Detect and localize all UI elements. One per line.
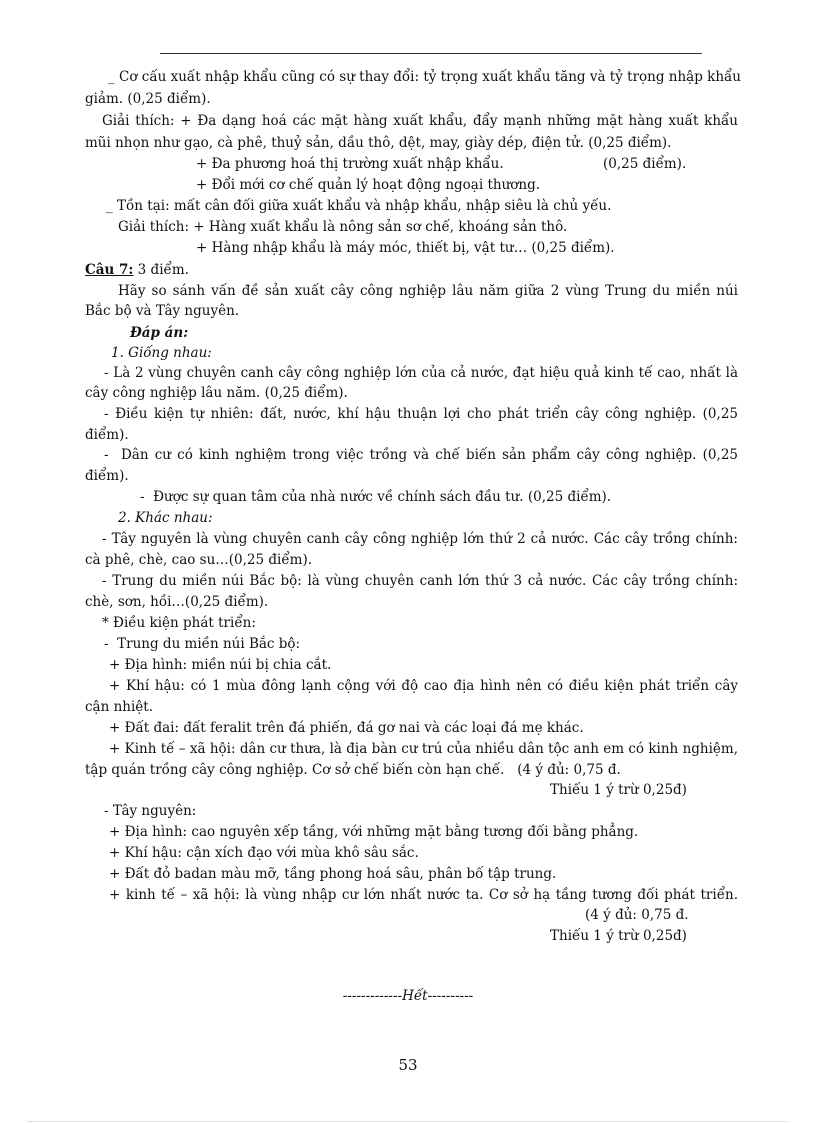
text-line: + Khí hậu: có 1 mùa đông lạnh cộng với độ cao địa hình nên có điều kiện phát triển cây	[109, 678, 738, 694]
text-line: - Tây nguyên:	[104, 803, 197, 819]
question-text: Bắc bộ và Tây nguyên.	[85, 303, 240, 319]
text-line: + Khí hậu: cận xích đạo với mùa khô sâu sắc.	[109, 845, 419, 861]
header-rule	[160, 53, 702, 54]
page-bottom-rule	[28, 1121, 788, 1122]
text-line: + Địa hình: miền núi bị chia cắt.	[109, 657, 332, 673]
text-line: - Là 2 vùng chuyên canh cây công nghiệp lớn của cả nước, đạt hiệu quả kinh tế cao, nhất là	[104, 365, 738, 381]
text-line: _ Cơ cấu xuất nhập khẩu cũng có sự thay đổi: tỷ trọng xuất khẩu tăng và tỷ trọng nhập khẩu	[108, 69, 741, 85]
text-line: chè, sơn, hồi…(0,25 điểm).	[85, 594, 269, 610]
text-line: - Trung du miền núi Bắc bộ:	[104, 636, 301, 652]
text-line: cận nhiệt.	[85, 699, 154, 715]
text-line: Giải thích: + Đa dạng hoá các mặt hàng xuất khẩu, đẩy mạnh những mặt hàng xuất khẩu	[102, 113, 738, 129]
score-note: (0,25 điểm).	[603, 156, 687, 172]
question-text: Hãy so sánh vấn đề sản xuất cây công nghiệp lâu năm giữa 2 vùng Trung du miền núi	[118, 283, 738, 299]
score-note: Thiếu 1 ý trừ 0,25đ)	[550, 928, 687, 944]
question-points: 3 điểm.	[133, 262, 189, 278]
score-note: (4 ý đủ: 0,75 đ.	[585, 907, 689, 923]
text-line: - Dân cư có kinh nghiệm trong việc trồng và chế biến sản phẩm cây công nghiệp. (0,25	[104, 447, 738, 463]
text-line: - Điều kiện tự nhiên: đất, nước, khí hậu thuận lợi cho phát triển cây công nghiệp. (0,25	[104, 406, 738, 422]
section-heading: 2. Khác nhau:	[118, 510, 213, 526]
question-label: Câu 7:	[85, 262, 134, 278]
text-line: giảm. (0,25 điểm).	[85, 91, 211, 107]
text-line: + kinh tế – xã hội: là vùng nhập cư lớn nhất nước ta. Cơ sở hạ tầng tương đối phát triển.	[109, 887, 738, 903]
text-line: - Được sự quan tâm của nhà nước về chính sách đầu tư. (0,25 điểm).	[140, 489, 612, 505]
text-line: _ Tồn tại: mất cân đối giữa xuất khẩu và nhập khẩu, nhập siêu là chủ yếu.	[106, 198, 612, 214]
text-line: cà phê, chè, cao su…(0,25 điểm).	[85, 552, 313, 568]
score-note: Thiếu 1 ý trừ 0,25đ)	[550, 782, 687, 798]
text-line: + Đất đỏ badan màu mỡ, tầng phong hoá sâu, phân bố tập trung.	[109, 866, 557, 882]
section-heading: 1. Giống nhau:	[111, 345, 212, 361]
question-heading	[85, 261, 189, 279]
page-number: 53	[398, 1056, 418, 1074]
text-line: Giải thích: + Hàng xuất khẩu là nông sản sơ chế, khoáng sản thô.	[118, 219, 568, 235]
text-line: + Đa phương hoá thị trường xuất nhập khẩu.	[196, 156, 504, 172]
text-line: - Trung du miền núi Bắc bộ: là vùng chuyên canh lớn thứ 3 cả nước. Các cây trồng chính:	[102, 573, 738, 589]
text-line: điểm).	[85, 427, 129, 443]
text-line: - Tây nguyên là vùng chuyên canh cây công nghiệp lớn thứ 2 cả nước. Các cây trồng chính:	[102, 531, 738, 547]
text-line: + Địa hình: cao nguyên xếp tầng, với những mặt bằng tương đối bằng phẳng.	[109, 824, 639, 840]
text-line: tập quán trồng cây công nghiệp. Cơ sở chế biến còn hạn chế. (4 ý đủ: 0,75 đ.	[85, 762, 621, 778]
answer-heading: Đáp án:	[130, 325, 189, 341]
text-line: + Kinh tế – xã hội: dân cư thưa, là địa bàn cư trú của nhiều dân tộc anh em có kinh nghiệm,	[109, 741, 738, 757]
end-marker: -------------Hết----------	[342, 988, 474, 1004]
text-line: * Điều kiện phát triển:	[102, 615, 256, 631]
text-line: điểm).	[85, 468, 129, 484]
text-line: + Đổi mới cơ chế quản lý hoạt động ngoại thương.	[196, 177, 541, 193]
text-line: + Hàng nhập khẩu là máy móc, thiết bị, vật tư… (0,25 điểm).	[196, 240, 615, 256]
text-line: + Đất đai: đất feralit trên đá phiến, đá gơ nai và các loại đá mẹ khác.	[109, 720, 584, 736]
text-line: mũi nhọn như gạo, cà phê, thuỷ sản, dầu thô, dệt, may, giày dép, điện tử. (0,25 điểm).	[85, 135, 672, 151]
text-line: cây công nghiệp lâu năm. (0,25 điểm).	[85, 385, 348, 401]
